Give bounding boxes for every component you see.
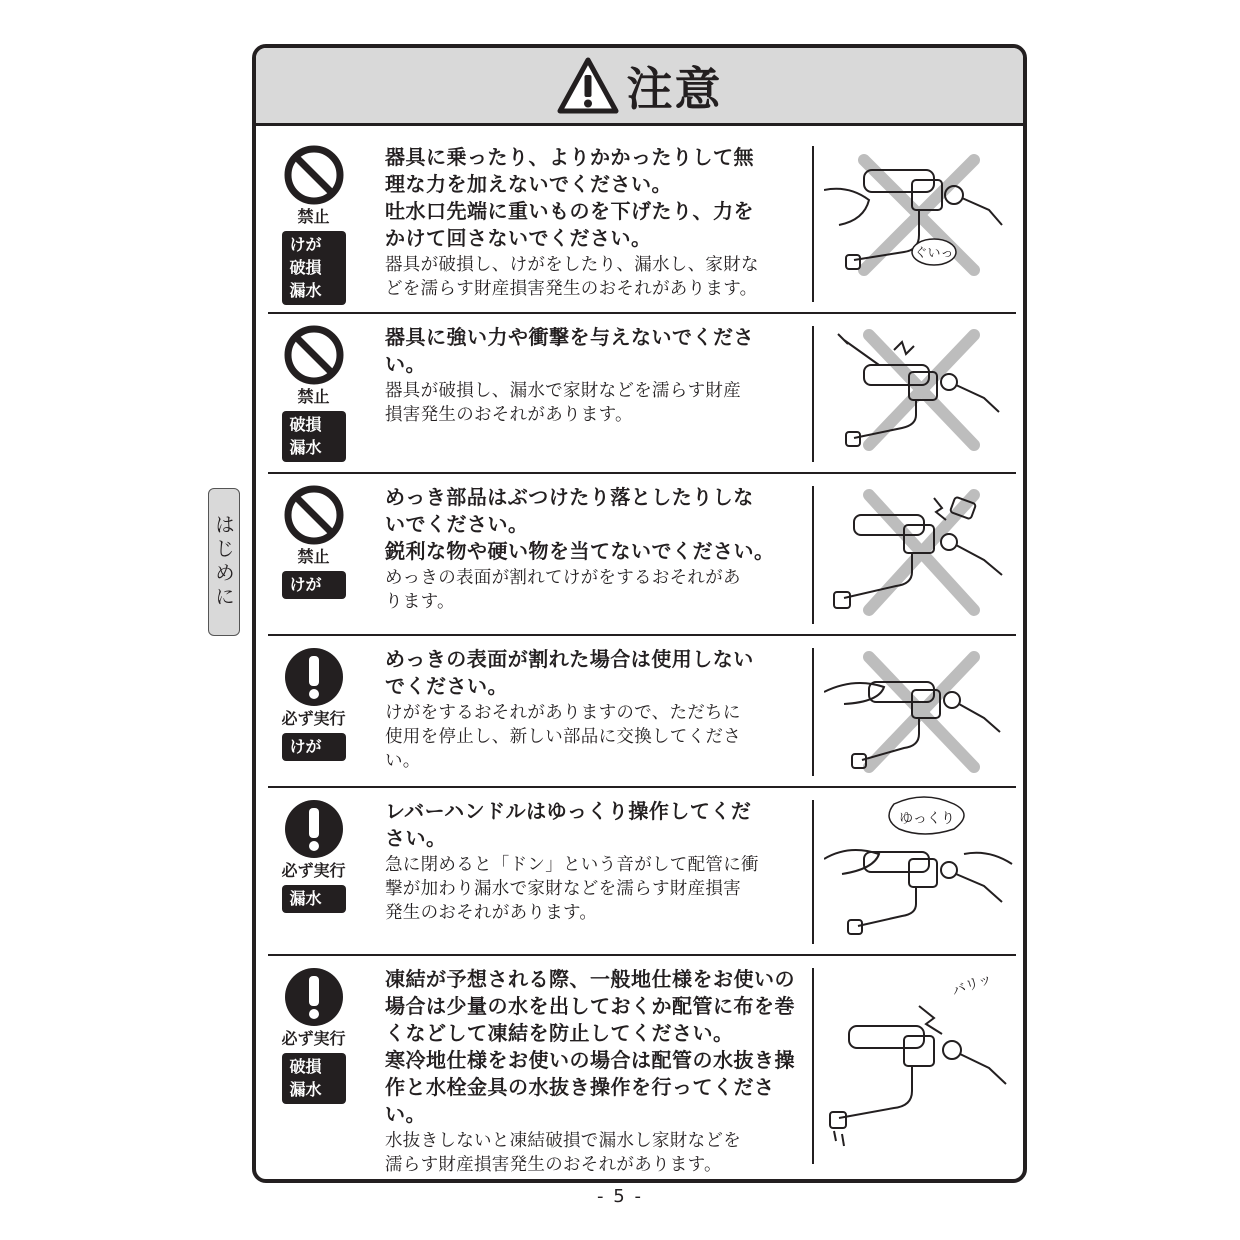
body-line: 器具が破損し、けがをしたり、漏水し、家財な — [385, 255, 759, 275]
caution-row — [268, 956, 1016, 1176]
faucet-slow-lever-illustration — [824, 794, 1014, 944]
page-number: - 5 - — [597, 1186, 643, 1207]
body-line: けがをするおそれがありますので、ただちに — [385, 703, 741, 723]
body-line: 撃が加わり漏水で家財などを濡らす財産損害 — [385, 879, 741, 899]
warning-triangle-icon — [557, 57, 619, 115]
badge-line: けが — [289, 235, 322, 254]
badge-line: 破損 — [289, 1057, 322, 1076]
warning-body — [385, 379, 805, 427]
faucet-hand-illustration — [824, 642, 1014, 792]
warning-text — [385, 966, 805, 1177]
heading-line: 凍結が予想される際、一般地仕様をお使いの — [385, 967, 795, 991]
divider — [812, 800, 814, 944]
badge-line: 破損 — [289, 415, 322, 434]
prohibition-icon — [283, 484, 345, 546]
divider — [812, 486, 814, 624]
warning-heading — [385, 324, 805, 378]
risk-badge — [282, 1053, 346, 1104]
divider — [812, 146, 814, 302]
heading-line: 吐水口先端に重いものを下げたり、力を — [385, 199, 754, 223]
heading-line: 場合は少量の水を出しておくか配管に布を巻 — [385, 994, 795, 1018]
mandatory-icon — [283, 798, 345, 860]
symbol-label: 禁止 — [297, 387, 330, 406]
prohibition-icon — [283, 144, 345, 206]
caution-row — [268, 314, 1016, 474]
heading-line: さい。 — [385, 826, 447, 850]
symbol-column — [276, 788, 351, 913]
faucet-wrench-illustration — [824, 320, 1014, 470]
badge-line: 漏水 — [289, 438, 322, 457]
illustration-caption: バリッ — [949, 970, 995, 1000]
body-line: 損害発生のおそれがあります。 — [385, 405, 633, 425]
symbol-label: 禁止 — [297, 547, 330, 566]
symbol-column — [276, 134, 351, 305]
divider — [812, 326, 814, 462]
body-line: 発生のおそれがあります。 — [385, 903, 598, 923]
badge-line: 漏水 — [289, 281, 322, 300]
heading-line: 理な力を加えないでください。 — [385, 172, 672, 196]
heading-line: めっきの表面が割れた場合は使用しない — [385, 647, 754, 671]
caution-row — [268, 788, 1016, 956]
heading-line: でください。 — [385, 674, 508, 698]
caution-row — [268, 474, 1016, 636]
badge-line: けが — [289, 575, 322, 594]
section-tab: はじめに — [208, 488, 240, 636]
body-line: どを濡らす財産損害発生のおそれがあります。 — [385, 279, 758, 299]
warning-text — [385, 324, 805, 427]
warning-text — [385, 144, 805, 301]
heading-line: レバーハンドルはゆっくり操作してくだ — [385, 799, 752, 823]
body-line: い。 — [385, 751, 421, 771]
warning-heading — [385, 144, 805, 252]
warning-text — [385, 646, 805, 773]
warning-heading — [385, 646, 805, 700]
warning-heading — [385, 966, 805, 1128]
badge-line: 破損 — [289, 258, 322, 277]
heading-line: めっき部品はぶつけたり落としたりしな — [385, 485, 754, 509]
caution-row — [268, 134, 1016, 314]
prohibition-icon — [283, 324, 345, 386]
heading-line: い。 — [385, 352, 426, 376]
warning-body — [385, 701, 805, 773]
faucet-hit-illustration — [824, 480, 1014, 630]
heading-line: 寒冷地仕様をお使いの場合は配管の水抜き操 — [385, 1048, 795, 1072]
badge-line: けが — [289, 737, 322, 756]
heading-line: いでください。 — [385, 512, 529, 536]
body-line: 水抜きしないと凍結破損で漏水し家財などを — [385, 1131, 741, 1151]
divider — [812, 968, 814, 1164]
heading-line: くなどして凍結を防止してください。 — [385, 1021, 734, 1045]
symbol-column — [276, 956, 351, 1104]
caution-row — [268, 636, 1016, 788]
risk-badge — [282, 411, 346, 462]
badge-line: 漏水 — [289, 889, 322, 908]
caution-title: 注意 — [626, 61, 723, 116]
divider — [812, 648, 814, 776]
symbol-column — [276, 636, 351, 761]
risk-badge — [282, 733, 346, 761]
body-line: 器具が破損し、漏水で家財などを濡らす財産 — [385, 381, 741, 401]
faucet-leaning-illustration — [824, 140, 1014, 290]
warning-body — [385, 1129, 805, 1177]
mandatory-icon — [283, 646, 345, 708]
symbol-column — [276, 474, 351, 599]
symbol-label: 必ず実行 — [281, 1029, 346, 1048]
body-line: ります。 — [385, 592, 455, 612]
caution-panel — [252, 44, 1027, 1183]
risk-badge — [282, 231, 346, 305]
warning-heading — [385, 484, 805, 565]
illustration-caption: ぐいっ — [914, 246, 954, 261]
heading-line: 器具に乗ったり、よりかかったりして無 — [385, 145, 754, 169]
warning-body — [385, 566, 805, 614]
warning-text — [385, 798, 805, 925]
symbol-label: 禁止 — [297, 207, 330, 226]
illustration-caption: ゆっくり — [899, 811, 955, 827]
faucet-frozen-illustration — [824, 966, 1014, 1166]
symbol-label: 必ず実行 — [281, 861, 346, 880]
risk-badge — [282, 885, 346, 913]
body-line: 急に閉めると「ドン」という音がして配管に衝 — [385, 855, 759, 875]
heading-line: 作と水栓金具の水抜き操作を行ってください。 — [385, 1075, 775, 1126]
risk-badge — [282, 571, 346, 599]
badge-line: 漏水 — [289, 1080, 322, 1099]
warning-text — [385, 484, 805, 614]
caution-header — [256, 48, 1023, 126]
heading-line: 鋭利な物や硬い物を当てないでください。 — [385, 539, 775, 563]
body-line: 濡らす財産損害発生のおそれがあります。 — [385, 1155, 722, 1175]
symbol-label: 必ず実行 — [281, 709, 346, 728]
warning-heading — [385, 798, 805, 852]
warning-body — [385, 253, 805, 301]
heading-line: 器具に強い力や衝撃を与えないでくださ — [385, 325, 754, 349]
warning-body — [385, 853, 805, 925]
symbol-column — [276, 314, 351, 462]
heading-line: かけて回さないでください。 — [385, 226, 652, 250]
mandatory-icon — [283, 966, 345, 1028]
body-line: めっきの表面が割れてけがをするおそれがあ — [385, 568, 741, 588]
body-line: 使用を停止し、新しい部品に交換してくださ — [385, 727, 741, 747]
